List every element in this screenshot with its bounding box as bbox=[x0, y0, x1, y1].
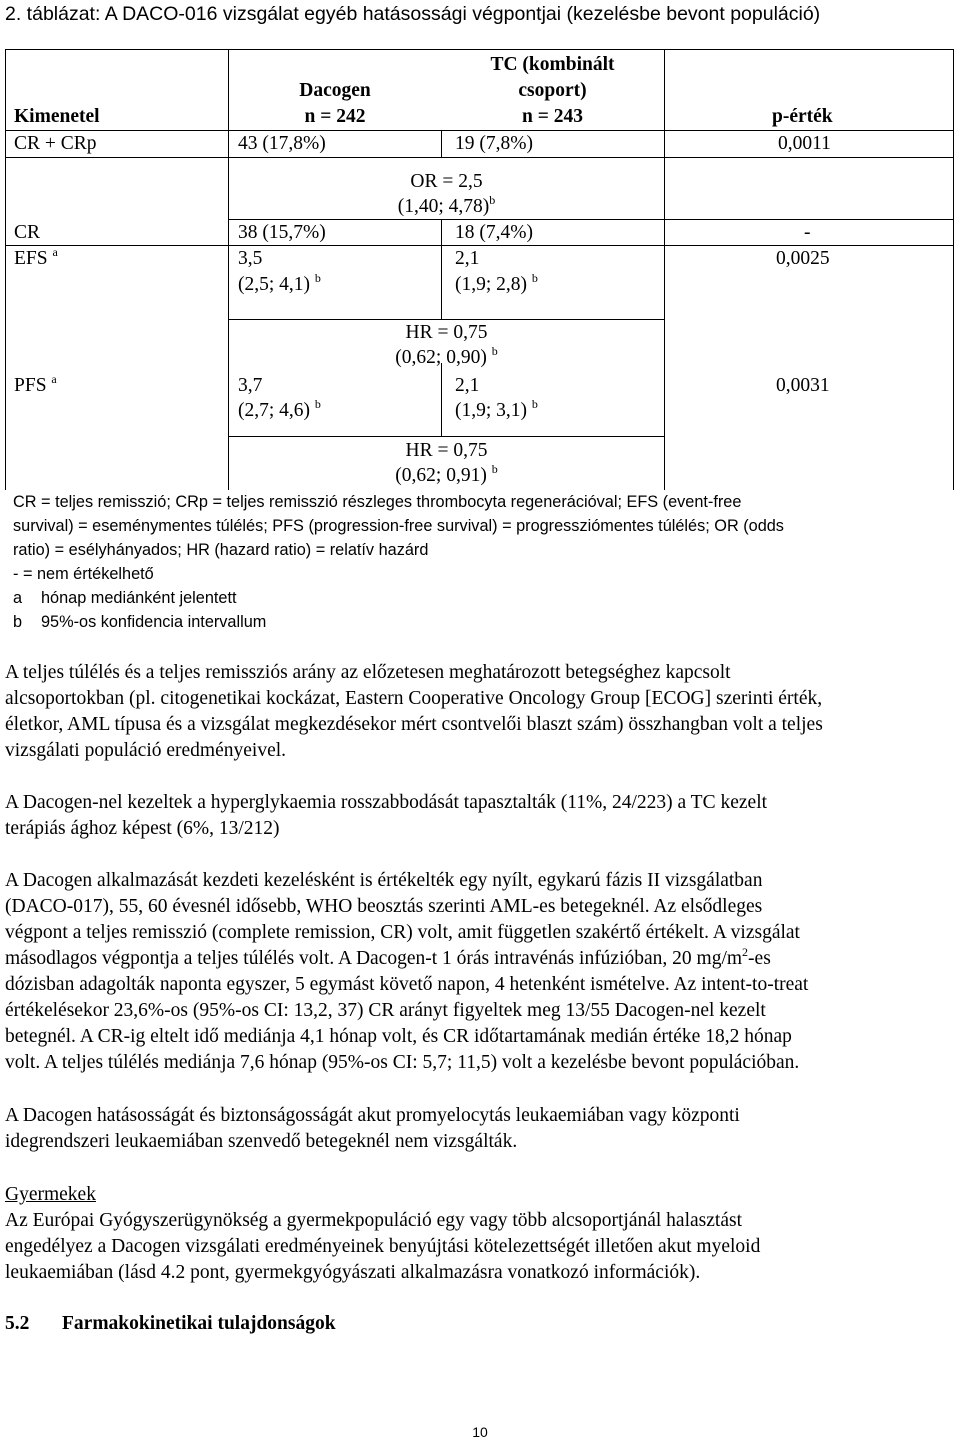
header-tc-group: csoport) bbox=[518, 80, 587, 101]
crcrp-dacogen: 43 (17,8%) bbox=[238, 133, 326, 154]
page-number: 10 bbox=[472, 1424, 488, 1440]
paragraph-line: engedélyez a Dacogen vizsgálati eredményeinek benyújtási kötelezettségét illetően akut myeloid bbox=[5, 1236, 761, 1257]
efs-hazard-ratio-ci: (0,62; 0,90) $^b$ bbox=[395, 344, 498, 368]
row-label-cr: CR bbox=[14, 222, 41, 243]
header-tc-n: n = 243 bbox=[522, 106, 583, 127]
column-divider bbox=[441, 363, 442, 436]
header-tc: TC (kombinált bbox=[490, 54, 615, 75]
section-number: 5.2 bbox=[5, 1313, 30, 1334]
header-dacogen-n: n = 242 bbox=[304, 106, 366, 127]
efficacy-table bbox=[0, 0, 960, 490]
pfs-tc-ci: (1,9; 3,1) $^b$ bbox=[455, 397, 538, 421]
footnote-b: b 95%-os konfidencia intervallum bbox=[13, 613, 267, 631]
table-border-left bbox=[5, 49, 6, 490]
crcrp-odds-ratio-ci: (1,40; 4,78)$^b$ bbox=[397, 193, 496, 217]
cr-dacogen: 38 (15,7%) bbox=[238, 222, 326, 243]
crcrp-tc: 19 (7,8%) bbox=[455, 133, 533, 154]
section-heading bbox=[5, 1313, 336, 1335]
paragraph-line: idegrendszeri leukaemiában szenvedő betegeknél nem vizsgálták. bbox=[5, 1131, 518, 1152]
paragraph-line: betegnél. A CR-ig eltelt idő mediánja 4,1 hónap volt, és CR időtartamának medián értéke 18,2 hónap bbox=[5, 1026, 792, 1047]
header-outcome: Kimenetel bbox=[14, 106, 100, 127]
column-divider bbox=[441, 219, 442, 319]
row-divider bbox=[228, 436, 664, 437]
table-title: 2. táblázat: A DACO-016 vizsgálat egyéb hatásossági végpontjai (kezelésbe bevont populáció) bbox=[5, 3, 821, 25]
paragraph-line: A Dacogen hatásosságát és biztonságosságát akut promyelocytás leukaemiában vagy központi bbox=[5, 1105, 740, 1126]
paragraph-subgroups bbox=[5, 660, 960, 764]
row-label-efs: EFS $^a$ bbox=[14, 245, 58, 269]
column-divider bbox=[441, 130, 442, 158]
pfs-tc-median: 2,1 bbox=[455, 375, 480, 396]
paragraph-daco-017 bbox=[5, 868, 960, 1076]
pfs-dacogen-median: 3,7 bbox=[238, 375, 263, 396]
paragraph-line: Az Európai Gyógyszerügynökség a gyermekpopuláció egy vagy több alcsoportjánál halasztást bbox=[5, 1210, 742, 1231]
abbreviation-note: survival) = eseménymentes túlélés; PFS (progression-free survival) = progressziómentes túlélés; OR (odds bbox=[13, 517, 784, 535]
row-label-pfs: PFS $^a$ bbox=[14, 372, 57, 396]
abbreviation-note: CR = teljes remisszió; CRp = teljes remisszió részleges thrombocyta regenerációval; EFS (event-free bbox=[13, 493, 742, 511]
paragraph-not-studied bbox=[5, 1103, 960, 1155]
pfs-hazard-ratio-ci: (0,62; 0,91) $^b$ bbox=[395, 462, 498, 486]
row-label-crcrp: CR + CRp bbox=[14, 133, 97, 154]
paragraph-line: A teljes túlélés és a teljes remissziós arány az előzetesen meghatározott betegséghez kapcsolt bbox=[5, 662, 731, 683]
paragraph-line: volt. A teljes túlélés mediánja 7,6 hónap (95%-os CI: 5,7; 11,5) volt a kezelésbe bevont populációban. bbox=[5, 1052, 800, 1073]
paragraph-hyperglycaemia bbox=[5, 790, 960, 842]
efs-p-value: 0,0025 bbox=[776, 248, 830, 269]
column-divider bbox=[664, 49, 665, 490]
paragraph-line: végpont a teljes remisszió (complete remission, CR) volt, amit független szakértő értékelt. A vizsgálat bbox=[5, 922, 800, 943]
crcrp-odds-ratio: OR = 2,5 bbox=[410, 171, 483, 192]
pfs-dacogen-ci: (2,7; 4,6) $^b$ bbox=[238, 397, 321, 421]
paragraph-line: másodlagos végpontja a teljes túlélés volt. A Dacogen-t 1 órás intravénás infúzióban, 20 $mg/m^2-es$ bbox=[5, 945, 771, 969]
paragraph-line: (DACO-017), 55, 60 évesnél idősebb, WHO beosztás szerinti AML-es betegeknél. Az elsődleges bbox=[5, 896, 763, 917]
header-dacogen: Dacogen bbox=[299, 80, 371, 101]
table-border-top bbox=[5, 49, 954, 50]
footnote-a: a hónap mediánként jelentett bbox=[13, 589, 237, 607]
abbreviation-note: ratio) = esélyhányados; HR (hazard ratio) = relatív hazárd bbox=[13, 541, 429, 559]
table-border-right bbox=[953, 49, 954, 490]
efs-hazard-ratio: HR = 0,75 bbox=[405, 322, 488, 343]
paragraph-line: vizsgálati populáció eredményeivel. bbox=[5, 740, 287, 761]
paragraph-line: életkor, AML típusa és a vizsgálat megkezdésekor mért csontvelői blaszt szám) összhangban volt a teljes bbox=[5, 714, 823, 735]
efs-tc-ci: (1,9; 2,8) $^b$ bbox=[455, 271, 538, 295]
subheading-children: Gyermekek bbox=[5, 1184, 96, 1205]
pfs-p-value: 0,0031 bbox=[776, 375, 830, 396]
paragraph-line: terápiás ághoz képest (6%, 13/212) bbox=[5, 818, 280, 839]
section-title: Farmakokinetikai tulajdonságok bbox=[62, 1313, 336, 1334]
abbreviation-note: - = nem értékelhető bbox=[13, 565, 154, 583]
row-divider bbox=[5, 157, 954, 158]
crcrp-p-value: 0,0011 bbox=[778, 133, 831, 154]
paragraph-line: A Dacogen-nel kezeltek a hyperglykaemia rosszabbodását tapasztalták (11%, 24/223) a TC kezelt bbox=[5, 792, 768, 813]
efs-tc-median: 2,1 bbox=[455, 248, 480, 269]
paragraph-line: értékelésekor 23,6%-os (95%-os CI: 13,2, 37) CR arányt figyeltek meg 13/55 Dacogen-nel kezelt bbox=[5, 1000, 766, 1021]
table-notes bbox=[13, 490, 943, 634]
paragraph-line: leukaemiában (lásd 4.2 pont, gyermekgyógyászati alkalmazásra vonatkozó információk). bbox=[5, 1262, 701, 1283]
cr-tc: 18 (7,4%) bbox=[455, 222, 533, 243]
paragraph-line: A Dacogen alkalmazását kezdeti kezelésként is értékelték egy nyílt, egykarú fázis II vizsgálatban bbox=[5, 870, 763, 891]
efs-dacogen-ci: (2,5; 4,1) $^b$ bbox=[238, 271, 321, 295]
efs-dacogen-median: 3,5 bbox=[238, 248, 263, 269]
paragraph-line: alcsoportokban (pl. citogenetikai kockázat, Eastern Cooperative Oncology Group [ECOG] szerinti érték, bbox=[5, 688, 823, 709]
header-p-value: p-érték bbox=[772, 106, 833, 127]
paragraph-children bbox=[5, 1182, 960, 1286]
pfs-hazard-ratio: HR = 0,75 bbox=[405, 440, 488, 461]
paragraph-line: dózisban adagolták naponta egyszer, 5 egymást követő napon, 4 hetenként ismételve. Az intent-to-treat bbox=[5, 974, 809, 995]
cr-p-value: - bbox=[804, 222, 811, 243]
